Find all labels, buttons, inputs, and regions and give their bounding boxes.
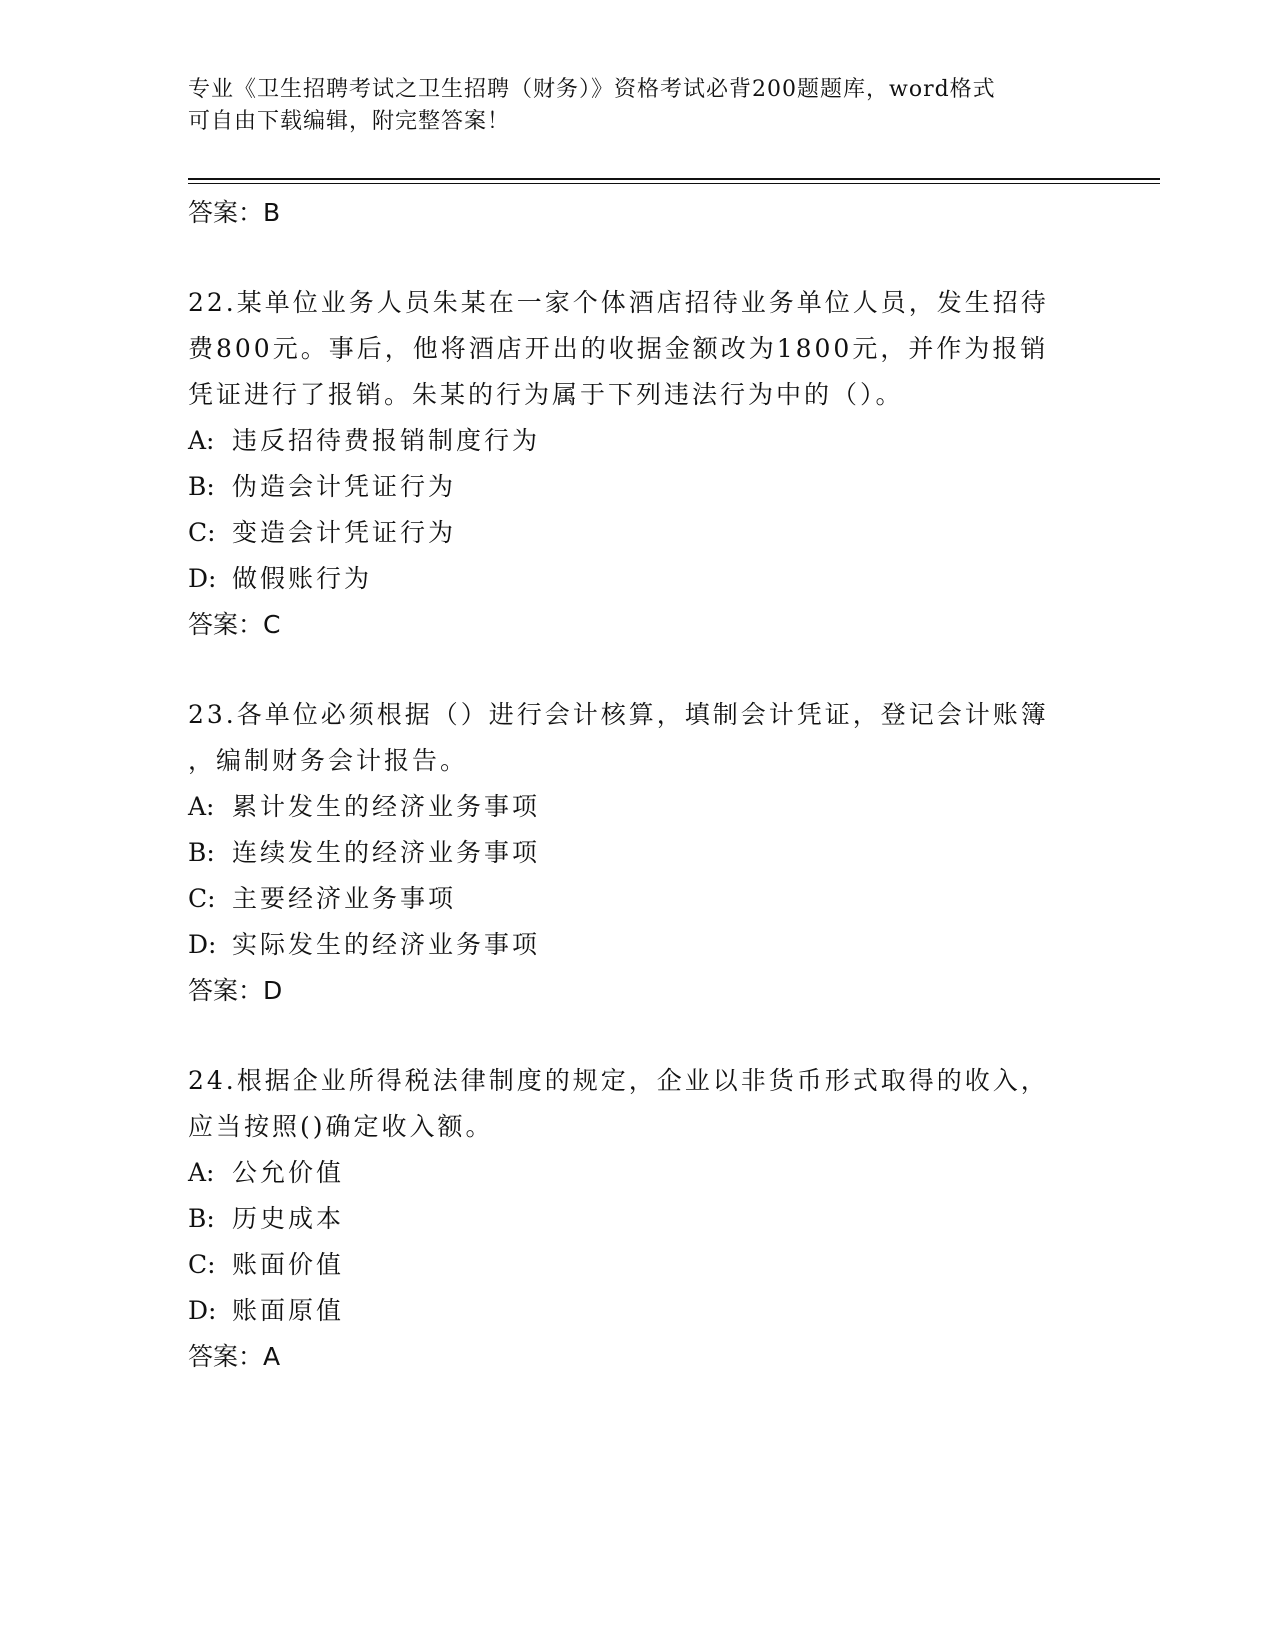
answer-value: A	[263, 1342, 281, 1371]
answer-value: B	[263, 198, 281, 227]
answer-line	[188, 602, 1088, 648]
option-letter: A:	[188, 792, 215, 821]
option-text: 实际发生的经济业务事项	[232, 930, 541, 959]
option-text: 违反招待费报销制度行为	[232, 426, 541, 455]
option-a	[188, 1150, 1088, 1196]
question-spacer	[188, 1014, 1088, 1058]
option-d	[188, 922, 1088, 968]
question-22	[188, 280, 1088, 648]
header-divider-thick	[188, 178, 1160, 180]
answer-label: 答案：	[188, 1342, 264, 1371]
option-text: 账面原值	[232, 1296, 345, 1325]
option-d	[188, 556, 1088, 602]
option-letter: D:	[188, 1296, 217, 1325]
option-letter: A:	[188, 426, 215, 455]
question-text-line: 24.根据企业所得税法律制度的规定，企业以非货币形式取得的收入，	[188, 1066, 1049, 1095]
option-letter: B:	[188, 1204, 215, 1233]
option-text: 变造会计凭证行为	[232, 518, 457, 547]
option-letter: B:	[188, 472, 215, 501]
option-letter: D:	[188, 564, 217, 593]
option-text: 做假账行为	[232, 564, 373, 593]
option-a	[188, 784, 1088, 830]
option-text: 累计发生的经济业务事项	[232, 792, 541, 821]
question-spacer	[188, 648, 1088, 692]
header-divider-thin	[188, 183, 1160, 184]
question-text-line: ，编制财务会计报告。	[188, 746, 469, 775]
answer-label: 答案：	[188, 976, 264, 1005]
option-c	[188, 510, 1088, 556]
option-d	[188, 1288, 1088, 1334]
answer-line	[188, 1334, 1088, 1380]
question-text-line: 费800元。事后，他将酒店开出的收据金额改为1800元，并作为报销	[188, 334, 1049, 363]
document-header	[188, 74, 1088, 138]
option-letter: B:	[188, 838, 215, 867]
question-23	[188, 692, 1088, 1014]
answer-label: 答案：	[188, 610, 264, 639]
answer-value: C	[263, 610, 281, 639]
option-b	[188, 1196, 1088, 1242]
option-b	[188, 830, 1088, 876]
option-text: 主要经济业务事项	[232, 884, 457, 913]
option-c	[188, 876, 1088, 922]
option-b	[188, 464, 1088, 510]
question-list	[188, 190, 1088, 1380]
option-letter: C:	[188, 884, 216, 913]
option-text: 伪造会计凭证行为	[232, 472, 457, 501]
question-text-line: 应当按照()确定收入额。	[188, 1112, 494, 1141]
option-text: 历史成本	[232, 1204, 345, 1233]
header-line-2: 可自由下载编辑，附完整答案！	[188, 109, 511, 134]
option-a	[188, 418, 1088, 464]
question-text-line: 22.某单位业务人员朱某在一家个体酒店招待业务单位人员，发生招待	[188, 288, 1049, 317]
option-letter: D:	[188, 930, 217, 959]
option-letter: C:	[188, 1250, 216, 1279]
option-c	[188, 1242, 1088, 1288]
question-spacer	[188, 236, 1088, 280]
header-line-1: 专业《卫生招聘考试之卫生招聘（财务）》资格考试必背200题题库，word格式	[188, 77, 996, 102]
option-letter: A:	[188, 1158, 215, 1187]
answer-line	[188, 190, 1088, 236]
option-text: 公允价值	[232, 1158, 345, 1187]
answer-line	[188, 968, 1088, 1014]
option-text: 账面价值	[232, 1250, 345, 1279]
answer-value: D	[263, 976, 283, 1005]
question-text-line: 凭证进行了报销。朱某的行为属于下列违法行为中的（）。	[188, 380, 904, 409]
option-letter: C:	[188, 518, 216, 547]
option-text: 连续发生的经济业务事项	[232, 838, 541, 867]
question-text-line: 23.各单位必须根据（）进行会计核算，填制会计凭证，登记会计账簿	[188, 700, 1049, 729]
question-24	[188, 1058, 1088, 1380]
answer-label: 答案：	[188, 198, 264, 227]
